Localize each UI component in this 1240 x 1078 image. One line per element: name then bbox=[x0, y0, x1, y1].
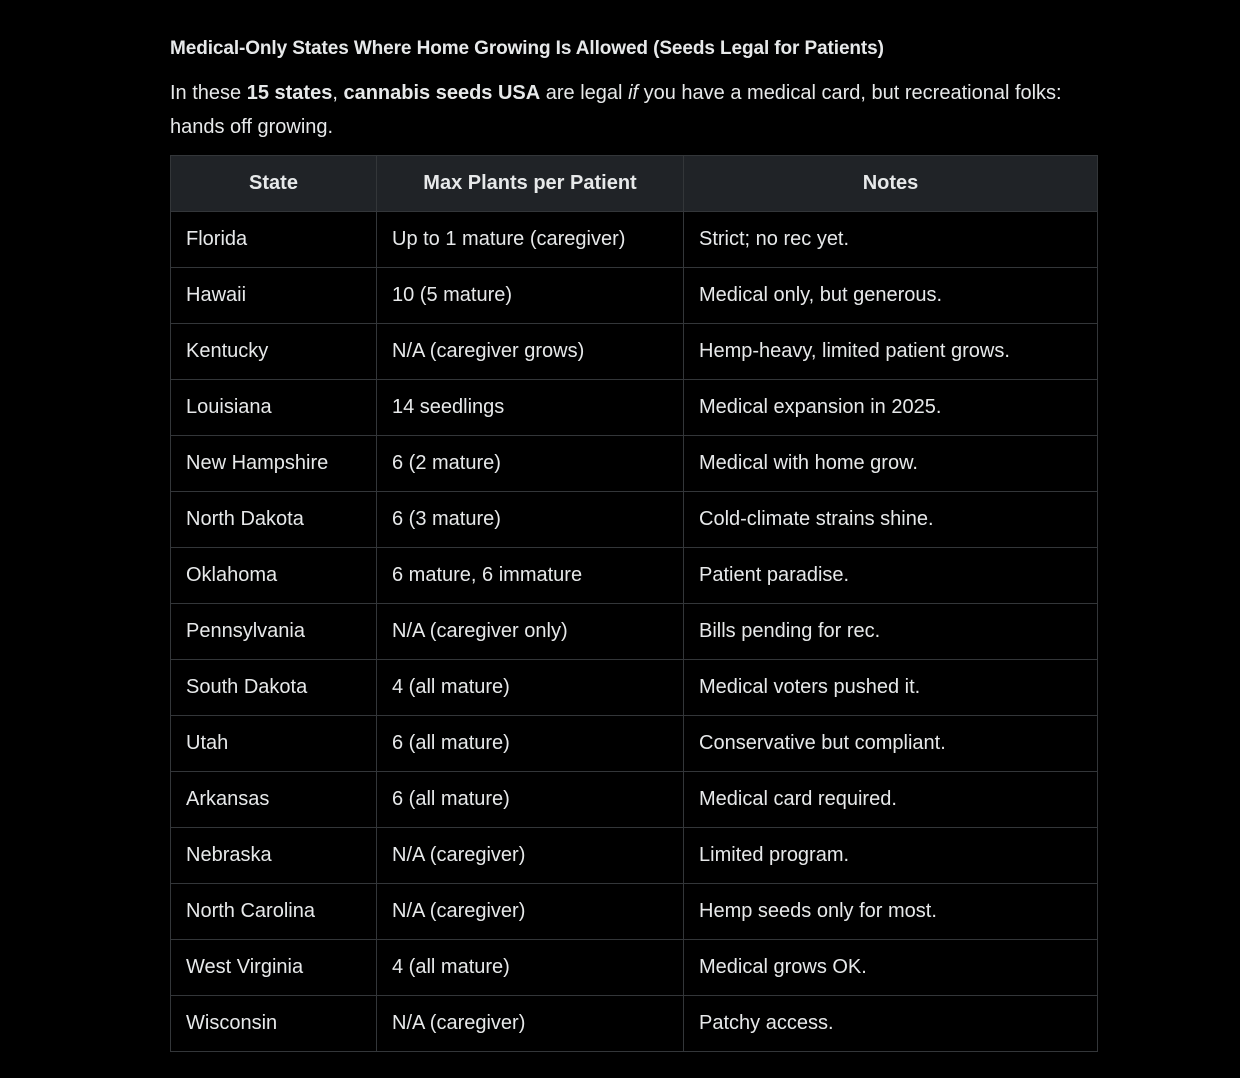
intro-bold-keyword: cannabis seeds USA bbox=[343, 82, 541, 104]
cell-state: West Virginia bbox=[171, 940, 377, 996]
intro-text: are legal bbox=[540, 82, 629, 104]
table-row bbox=[171, 212, 1098, 268]
cell-max-plants: N/A (caregiver) bbox=[377, 996, 684, 1052]
table-row bbox=[171, 884, 1098, 940]
cell-max-plants: N/A (caregiver grows) bbox=[377, 324, 684, 380]
cell-notes: Patchy access. bbox=[684, 996, 1098, 1052]
cell-notes: Limited program. bbox=[684, 828, 1098, 884]
article-section bbox=[170, 36, 1097, 1052]
table-row bbox=[171, 940, 1098, 996]
cell-state: Florida bbox=[171, 212, 377, 268]
table-row bbox=[171, 996, 1098, 1052]
table-body bbox=[171, 212, 1098, 1052]
cell-notes: Medical card required. bbox=[684, 772, 1098, 828]
cell-state: North Dakota bbox=[171, 492, 377, 548]
header-notes: Notes bbox=[684, 156, 1098, 212]
cell-state: Wisconsin bbox=[171, 996, 377, 1052]
cell-state: North Carolina bbox=[171, 884, 377, 940]
cell-max-plants: 4 (all mature) bbox=[377, 940, 684, 996]
cell-state: Hawaii bbox=[171, 268, 377, 324]
cell-notes: Cold-climate strains shine. bbox=[684, 492, 1098, 548]
cell-max-plants: Up to 1 mature (caregiver) bbox=[377, 212, 684, 268]
cell-max-plants: 6 (3 mature) bbox=[377, 492, 684, 548]
cell-state: Arkansas bbox=[171, 772, 377, 828]
cell-max-plants: 6 (all mature) bbox=[377, 772, 684, 828]
intro-text: In these bbox=[170, 82, 247, 104]
table-header-row bbox=[171, 156, 1098, 212]
table-row bbox=[171, 492, 1098, 548]
cell-state: Kentucky bbox=[171, 324, 377, 380]
cell-notes: Medical with home grow. bbox=[684, 436, 1098, 492]
cell-notes: Bills pending for rec. bbox=[684, 604, 1098, 660]
cell-max-plants: N/A (caregiver) bbox=[377, 828, 684, 884]
intro-paragraph bbox=[170, 76, 1097, 144]
table-row bbox=[171, 324, 1098, 380]
cell-state: Utah bbox=[171, 716, 377, 772]
header-state: State bbox=[171, 156, 377, 212]
table-row bbox=[171, 660, 1098, 716]
section-heading: Medical-Only States Where Home Growing Is Allowed (Seeds Legal for Patients) bbox=[170, 38, 884, 59]
cell-max-plants: 6 (2 mature) bbox=[377, 436, 684, 492]
cell-max-plants: 6 (all mature) bbox=[377, 716, 684, 772]
cell-max-plants: 6 mature, 6 immature bbox=[377, 548, 684, 604]
cell-max-plants: 10 (5 mature) bbox=[377, 268, 684, 324]
cell-notes: Hemp-heavy, limited patient grows. bbox=[684, 324, 1098, 380]
cell-max-plants: 14 seedlings bbox=[377, 380, 684, 436]
cell-notes: Medical voters pushed it. bbox=[684, 660, 1098, 716]
table-row bbox=[171, 604, 1098, 660]
table-row bbox=[171, 436, 1098, 492]
cell-notes: Hemp seeds only for most. bbox=[684, 884, 1098, 940]
table-row bbox=[171, 380, 1098, 436]
table-row bbox=[171, 548, 1098, 604]
cell-max-plants: N/A (caregiver only) bbox=[377, 604, 684, 660]
cell-notes: Medical only, but generous. bbox=[684, 268, 1098, 324]
table-row bbox=[171, 772, 1098, 828]
cell-notes: Medical grows OK. bbox=[684, 940, 1098, 996]
cell-state: South Dakota bbox=[171, 660, 377, 716]
intro-text: you have a medical card, but recreational folks: hands off growing. bbox=[170, 82, 1062, 138]
header-max-plants: Max Plants per Patient bbox=[377, 156, 684, 212]
cell-state: Pennsylvania bbox=[171, 604, 377, 660]
cell-notes: Medical expansion in 2025. bbox=[684, 380, 1098, 436]
cell-notes: Conservative but compliant. bbox=[684, 716, 1098, 772]
cell-state: Louisiana bbox=[171, 380, 377, 436]
table-row bbox=[171, 828, 1098, 884]
cell-state: Oklahoma bbox=[171, 548, 377, 604]
cell-notes: Strict; no rec yet. bbox=[684, 212, 1098, 268]
cell-max-plants: 4 (all mature) bbox=[377, 660, 684, 716]
cell-state: Nebraska bbox=[171, 828, 377, 884]
table-row bbox=[171, 268, 1098, 324]
intro-bold-count: 15 states bbox=[246, 82, 333, 104]
intro-italic: if bbox=[628, 82, 639, 104]
table-row bbox=[171, 716, 1098, 772]
cell-notes: Patient paradise. bbox=[684, 548, 1098, 604]
cell-max-plants: N/A (caregiver) bbox=[377, 884, 684, 940]
states-table bbox=[170, 155, 1098, 1052]
cell-state: New Hampshire bbox=[171, 436, 377, 492]
intro-text: , bbox=[332, 82, 344, 104]
